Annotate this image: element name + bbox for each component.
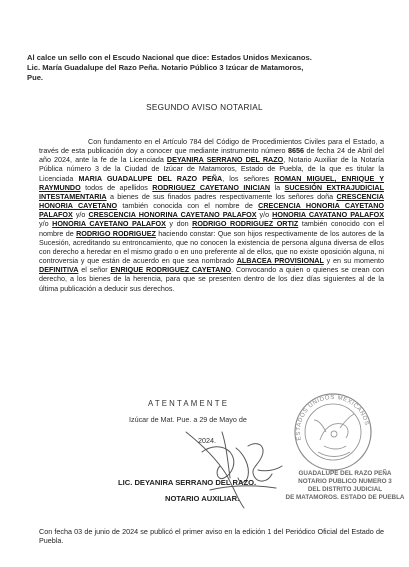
seal-text-block bbox=[283, 470, 407, 502]
body-text: , los señores bbox=[222, 173, 275, 183]
deceased-mother-name: CRESCENCIA HONORIA CAYETANO bbox=[39, 191, 384, 211]
heir-surnames: RODRIGUEZ CAYETANO INICIAN bbox=[152, 182, 271, 192]
body-text: todos de apellidos bbox=[80, 182, 153, 192]
seal-line-4: DE MATAMOROS. ESTADO DE PUEBLA bbox=[285, 493, 405, 501]
mother-alias-2: CRESCENCIA HONORINA CAYETANO PALAFOX bbox=[88, 210, 257, 220]
mother-alias-1: CRECENCIA HONORIA CAYETANO PALAFOX bbox=[39, 201, 385, 220]
father-alias: RODRIGO RODRIGUEZ bbox=[76, 228, 156, 238]
closing-place-date: Izúcar de Mat. Pue. a 29 de Mayo de bbox=[129, 415, 247, 424]
seal-line-2: NOTARIO PUBLICO NUMERO 3 bbox=[298, 477, 392, 485]
definitiva: DEFINITIVA bbox=[39, 265, 79, 275]
body-text: y en su momento bbox=[323, 256, 384, 266]
albacea-name: ENRIQUE RODRIGUEZ CAYETANO bbox=[110, 265, 232, 275]
albacea-provisional: ALBACEA PROVISIONAL bbox=[236, 256, 324, 266]
seal-ring-text: ESTADOS UNIDOS MEXICANOS bbox=[295, 394, 370, 441]
body-text: de fecha 24 de Abril del año 2024, ante la fe de la Licenciada bbox=[39, 146, 384, 165]
svg-text:ESTADOS UNIDOS MEXICANOS bbox=[296, 395, 369, 441]
header-line-3: Pue. bbox=[27, 73, 44, 82]
body-text: la bbox=[270, 182, 285, 192]
auxiliary-notary-name: DEYANIRA SERRANO DEL RAZO bbox=[166, 155, 284, 165]
eagle-emblem-icon bbox=[314, 414, 354, 457]
notice-title: SEGUNDO AVISO NOTARIAL bbox=[146, 103, 263, 112]
closing-year: 2024. bbox=[198, 436, 216, 445]
heir-names: ROMAN MIGUEL, ENRIQUE Y RAYMUNDO bbox=[39, 173, 385, 192]
seal-line-1: GUADALUPE DEL RAZO PEÑA bbox=[298, 470, 392, 477]
signer-name: LIC. DEYANIRA SERRANO DEL RAZO. bbox=[118, 478, 257, 487]
body-text: . Convocando a quien o quienes se crean con derecho, a los bienes de la herencia, para que se presenten dentro de los diez días siguientes al de la última publicación a deducir sus derechos. bbox=[39, 265, 384, 293]
deceased-father-name: RODRIGO RODRIGUEZ ORTIZ bbox=[192, 219, 299, 229]
signer-title: NOTARIO AUXILIAR. bbox=[165, 494, 240, 503]
instrument-number: 8656 bbox=[288, 146, 304, 156]
header-line-1: Al calce un sello con el Escudo Nacional que dice: Estados Unidos Mexicanos. bbox=[27, 53, 312, 62]
mother-alias-4: HONORIA CAYETANO PALAFOX bbox=[52, 219, 166, 229]
mother-alias-3: HONORIA CAYATANO PALAFOX bbox=[272, 210, 385, 220]
succession-type: SUCESIÓN EXTRAJUDICIAL INTESTAMENTARIA bbox=[39, 182, 385, 201]
body-text: haciendo constar: Que son hijos respectivamente de los autores de la Sucesión, acreditando su entroncamiento, que no conocen la existencia de persona alguna diversa de ellos con derecho a heredar en el mismo grado o en uno preferente al de ellos, que no existe oposición alguna, ni controversia y que están de acuerdo en que sea nombrado bbox=[39, 228, 384, 266]
official-seal bbox=[295, 394, 371, 470]
titular-notary-name: MARIA GUADALUPE DEL RAZO PEÑA bbox=[78, 173, 223, 183]
body-text: , Notario Auxiliar de la Notaría Pública número 3 de la Ciudad de Izúcar de Matamoros, Estado de Puebla, de la que es titular la Licenciada bbox=[39, 155, 384, 183]
publication-footer: Con fecha 03 de junio de 2024 se publicó el primer aviso en la edición 1 del Periódico Oficial del Estado de Puebla. bbox=[39, 527, 384, 546]
body-text: a bienes de sus finados padres respectivamente los señores doña bbox=[106, 191, 337, 201]
closing-atentamente: ATENTAMENTE bbox=[148, 399, 230, 408]
body-text: y don bbox=[165, 219, 193, 229]
seal-line-3: DEL DISTRITO JUDICIAL bbox=[307, 485, 383, 493]
body-text: el señor bbox=[78, 265, 111, 275]
body-text: y/o bbox=[39, 219, 53, 229]
body-text: Con fundamento en el Artículo 784 del Código de Procedimientos Civiles para el Estado, a través de esta publicación doy a conocer que mediante instrumento número bbox=[39, 137, 384, 156]
header-line-2: Lic. María Guadalupe del Razo Peña. Notario Público 3 Izúcar de Matamoros, bbox=[27, 63, 304, 72]
body-text: y/o bbox=[256, 210, 273, 220]
body-text: y/o bbox=[72, 210, 89, 220]
body-text: también conocido con el nombre de bbox=[39, 219, 384, 238]
body-text: también conocida con el nombre de bbox=[117, 201, 259, 211]
